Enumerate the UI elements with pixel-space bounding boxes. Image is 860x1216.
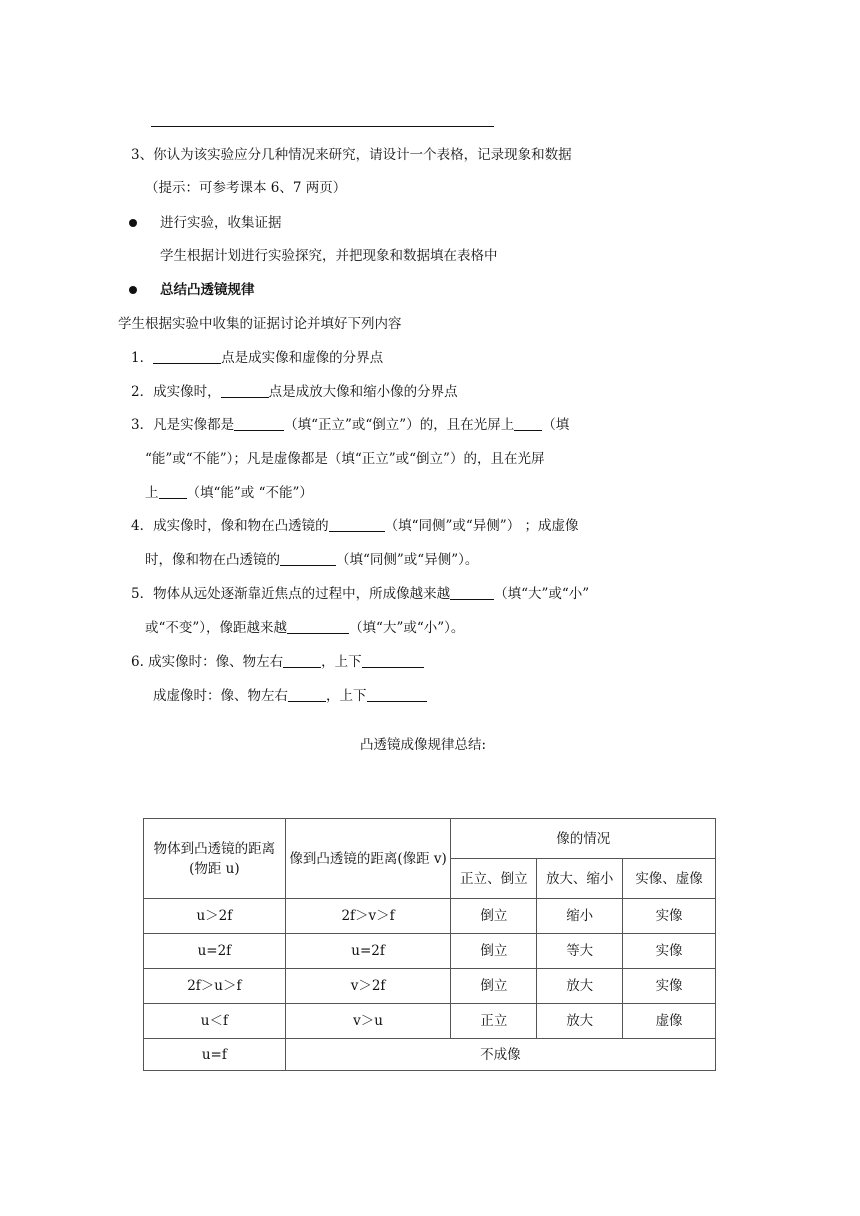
- fill-blank[interactable]: [234, 416, 284, 431]
- q6-real-mid: ，上下: [321, 654, 362, 670]
- table-row: [144, 969, 716, 1004]
- experiment-desc: 学生根据计划进行实验探究，并把现象和数据填在表格中: [160, 248, 498, 264]
- header-image-distance: 像到凸透镜的距离(像距 v): [285, 819, 451, 899]
- summary-intro: 学生根据实验中收集的证据讨论并填好下列内容: [118, 316, 402, 332]
- summary-q3-line2: “能”或“不能”）；凡是虚像都是（填“正立”或“倒立”）的，且在光屏: [145, 451, 545, 467]
- cell-size: 放大: [537, 969, 623, 1004]
- q4-prefix: 4．成实像时，像和物在凸透镜的: [131, 518, 329, 534]
- q4-line2-prefix: 时，像和物在凸透镜的: [145, 552, 280, 568]
- cell-orientation: 正立: [451, 1004, 537, 1039]
- cell-kind: 虚像: [623, 1004, 716, 1039]
- experiment-title: 进行实验，收集证据: [160, 215, 282, 231]
- cell-v: v＞2f: [285, 969, 451, 1004]
- summary-title: 总结凸透镜规律: [160, 282, 255, 298]
- cell-u: u=2f: [144, 934, 286, 969]
- subheader-size: 放大、缩小: [537, 859, 623, 899]
- q3-line3-prefix: 上: [145, 485, 159, 501]
- fill-blank[interactable]: [329, 517, 385, 532]
- q3-tail: （填: [542, 417, 570, 433]
- fill-blank[interactable]: [159, 484, 187, 499]
- fill-blank[interactable]: [283, 653, 321, 668]
- q3-prefix: 3．凡是实像都是: [131, 417, 235, 433]
- cell-kind: 实像: [623, 899, 716, 934]
- summary-q4-line1: [131, 517, 579, 535]
- fill-blank[interactable]: [221, 383, 269, 398]
- question-3: 3、你认为该实验应分几种情况来研究，请设计一个表格，记录现象和数据: [131, 147, 572, 163]
- header-object-distance: 物体到凸透镜的距离(物距 u): [144, 819, 286, 899]
- cell-u: u=f: [144, 1039, 286, 1071]
- q3-mid: （填“正立”或“倒立”）的，且在光屏上: [284, 417, 515, 433]
- q2-text: 点是成放大像和缩小像的分界点: [268, 384, 458, 400]
- fill-blank[interactable]: [287, 619, 349, 634]
- q4-tail: （填“同侧”或“异侧”） ；成虚像: [384, 518, 579, 534]
- q5-prefix: 5．物体从远处逐渐靠近焦点的过程中，所成像越来越: [131, 586, 451, 602]
- fill-blank[interactable]: [450, 585, 494, 600]
- summary-q6-virtual: [153, 687, 427, 705]
- q3-line3-tail: （填“能”或 “不能”）: [186, 485, 313, 501]
- fill-blank[interactable]: [153, 349, 221, 364]
- summary-q1: [131, 349, 383, 367]
- summary-q5-line2: [145, 619, 464, 637]
- fill-blank[interactable]: [362, 653, 424, 668]
- cell-no-image: 不成像: [285, 1039, 715, 1071]
- summary-q2: [131, 383, 458, 401]
- subheader-kind: 实像、虚像: [623, 859, 716, 899]
- summary-q3-line1: [131, 416, 569, 434]
- q5-tail: （填“大”或“小”: [494, 586, 590, 602]
- header-image-situation: 像的情况: [451, 819, 716, 859]
- cell-size: 等大: [537, 934, 623, 969]
- cell-orientation: 倒立: [451, 899, 537, 934]
- cell-u: u＜f: [144, 1004, 286, 1039]
- q2-prefix: 2．成实像时，: [131, 384, 221, 400]
- summary-q3-line3: [145, 484, 313, 502]
- q1-text: 点是成实像和虚像的分界点: [221, 350, 384, 366]
- cell-size: 缩小: [537, 899, 623, 934]
- table-row-focal: [144, 1039, 716, 1071]
- fill-blank[interactable]: [514, 416, 542, 431]
- fill-blank[interactable]: [367, 687, 427, 702]
- cell-u: u＞2f: [144, 899, 286, 934]
- table-row: [144, 899, 716, 934]
- cell-orientation: 倒立: [451, 934, 537, 969]
- q6-virtual-prefix: 成虚像时：像、物左右: [153, 688, 288, 704]
- bullet-icon: [129, 219, 137, 227]
- fill-blank[interactable]: [280, 551, 336, 566]
- answer-line: [151, 126, 494, 127]
- q4-line2-tail: （填“同侧”或“异侧”）。: [336, 552, 479, 568]
- cell-orientation: 倒立: [451, 969, 537, 1004]
- q6-virtual-mid: ，上下: [326, 688, 367, 704]
- summary-q6-real: [131, 653, 424, 671]
- table-caption: 凸透镜成像规律总结:: [360, 737, 487, 753]
- cell-u: 2f＞u＞f: [144, 969, 286, 1004]
- table-row: [144, 1004, 716, 1039]
- summary-q5-line1: [131, 585, 589, 603]
- fill-blank[interactable]: [288, 687, 326, 702]
- q5-line2-prefix: 或“不变”），像距越来越: [145, 620, 288, 636]
- cell-kind: 实像: [623, 934, 716, 969]
- q5-line2-tail: （填“大”或“小”）。: [349, 620, 465, 636]
- cell-v: 2f＞v＞f: [285, 899, 451, 934]
- hint-text: （提示：可参考课本 6、7 两页）: [145, 180, 347, 196]
- summary-q4-line2: [145, 551, 478, 569]
- lens-rules-table: [143, 818, 716, 1071]
- table-header-row: [144, 819, 716, 859]
- subheader-orientation: 正立、倒立: [451, 859, 537, 899]
- q1-number: 1．: [131, 350, 154, 366]
- cell-v: v＞u: [285, 1004, 451, 1039]
- cell-kind: 实像: [623, 969, 716, 1004]
- table-row: [144, 934, 716, 969]
- bullet-icon: [129, 286, 137, 294]
- cell-v: u=2f: [285, 934, 451, 969]
- cell-size: 放大: [537, 1004, 623, 1039]
- q6-real-prefix: 6. 成实像时：像、物左右: [131, 654, 284, 670]
